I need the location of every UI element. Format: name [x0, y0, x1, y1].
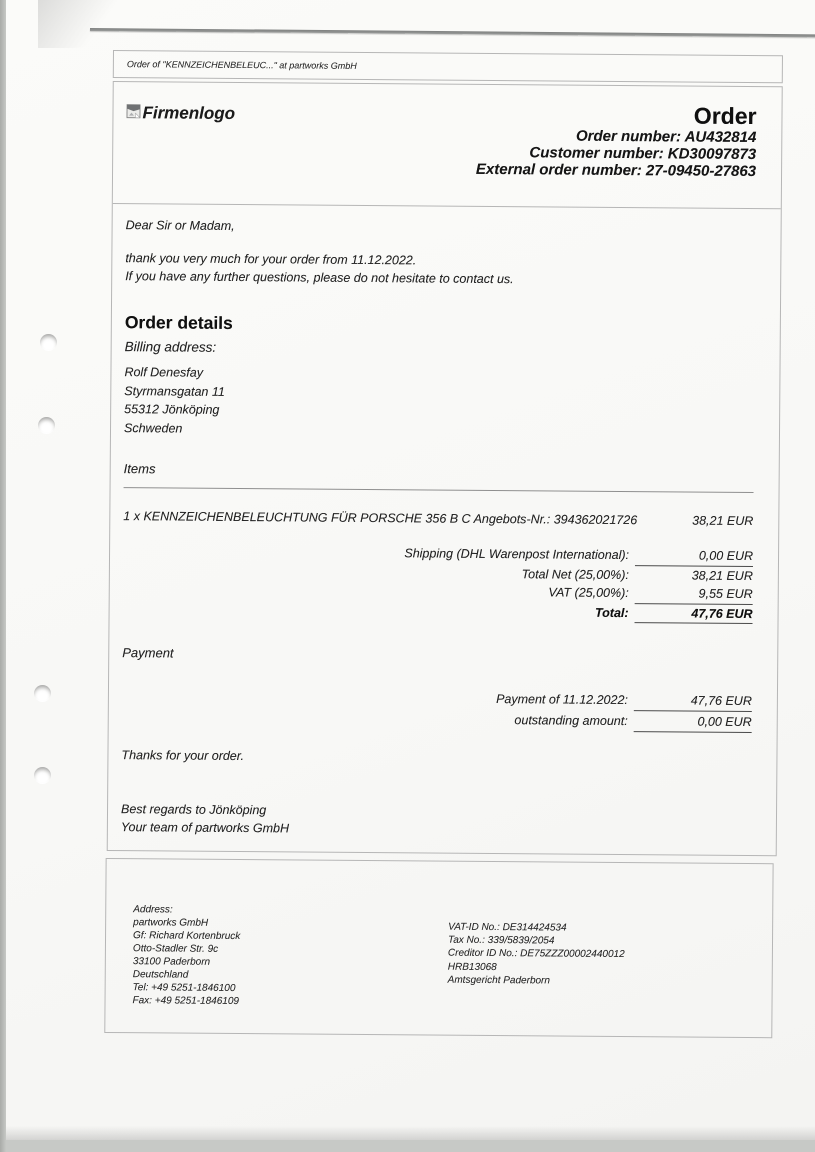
payment-block — [122, 686, 752, 733]
regards-line: Best regards to Jönköping — [120, 802, 267, 818]
order-header — [476, 102, 757, 180]
broken-image-icon — [126, 104, 140, 119]
signature-block — [121, 800, 751, 841]
address-line-city: 55312 Jönköping — [124, 402, 220, 417]
thanks-line: Thanks for your order. — [121, 748, 245, 764]
letter-text — [108, 218, 781, 841]
document-subject-text: Order of "KENNZEICHENBELEUC..." at partworks GmbH — [126, 59, 357, 71]
items-heading: Items — [123, 461, 156, 477]
customer-number-line: Customer number: KD30097873 — [529, 144, 757, 164]
totals-row-total — [123, 600, 753, 624]
footer-line: Otto-Stadler Str. 9c — [132, 943, 219, 955]
footer-line: Fax: +49 5251-1846109 — [132, 995, 240, 1008]
footer-columns — [105, 859, 772, 1012]
totals-amount: 9,55 EUR — [635, 584, 753, 604]
team-line: Your team of partworks GmbH — [120, 820, 290, 836]
footer-box — [104, 858, 773, 1038]
address-line-name: Rolf Denesfay — [124, 365, 204, 380]
footer-line: Amtsgericht Paderborn — [447, 974, 551, 987]
items-divider — [124, 487, 754, 493]
intro-line: If you have any further questions, please do not hesitate to contact us. — [125, 269, 514, 287]
footer-line: Creditor ID No.: DE75ZZZ00002440012 — [447, 948, 625, 961]
company-logo — [126, 103, 235, 124]
address-line-street: Styrmansgatan 11 — [124, 383, 225, 399]
masthead — [113, 82, 782, 180]
payment-heading: Payment — [122, 645, 174, 661]
document-subject-bar — [113, 50, 783, 83]
footer-line: VAT-ID No.: DE314424534 — [448, 921, 567, 934]
external-order-number-line: External order number: 27-09450-27863 — [475, 160, 757, 181]
billing-address-label: Billing address: — [124, 339, 217, 355]
totals-label: Total: — [594, 605, 629, 620]
footer-legal-column — [447, 921, 624, 1011]
payment-row-outstanding — [122, 707, 752, 733]
totals-block — [123, 542, 754, 624]
order-number-line: Order number: AU432814 — [575, 127, 757, 147]
intro-line: thank you very much for your order from 11.12.2022. — [125, 251, 417, 268]
masthead-divider — [113, 203, 781, 209]
footer-line: partworks GmbH — [133, 917, 209, 929]
footer-line: Deutschland — [132, 969, 189, 981]
totals-label: Shipping (DHL Warenpost International): — [404, 546, 630, 563]
totals-amount: 0,00 EUR — [635, 546, 753, 566]
totals-label: Total Net (25,00%): — [521, 566, 629, 582]
logo-placeholder-label: Firmenlogo — [142, 103, 236, 123]
footer-line: 33100 Paderborn — [132, 956, 211, 968]
payment-label: outstanding amount: — [514, 713, 628, 729]
item-description: 1 x KENNZEICHENBELEUCHTUNG FÜR PORSCHE 356 B C Angebots-Nr.: 394362021726 — [123, 509, 638, 528]
footer-line: HRB13068 — [447, 961, 497, 973]
order-meta — [476, 127, 757, 180]
footer-address-column — [132, 903, 448, 1009]
intro-paragraph — [125, 249, 755, 290]
item-amount: 38,21 EUR — [692, 513, 754, 529]
order-details-heading: Order details — [124, 312, 233, 333]
address-line-country: Schweden — [123, 420, 183, 436]
payment-amount: 47,76 EUR — [634, 690, 752, 712]
footer-line: Gf: Richard Kortenbruck — [133, 930, 241, 943]
totals-amount: 47,76 EUR — [635, 604, 753, 624]
totals-label: VAT (25,00%): — [548, 585, 629, 601]
totals-amount: 38,21 EUR — [691, 568, 753, 583]
footer-line: Address: — [133, 904, 173, 916]
payment-amount: 0,00 EUR — [634, 711, 752, 733]
billing-address — [124, 363, 755, 442]
item-row — [123, 509, 753, 528]
footer-line: Tel: +49 5251-1846100 — [132, 982, 236, 994]
order-title: Order — [693, 102, 757, 130]
greeting: Dear Sir or Madam, — [125, 218, 235, 233]
letter-body-box — [107, 81, 783, 856]
payment-label: Payment of 11.12.2022: — [496, 692, 628, 708]
footer-line: Tax No.: 339/5839/2054 — [447, 934, 555, 947]
